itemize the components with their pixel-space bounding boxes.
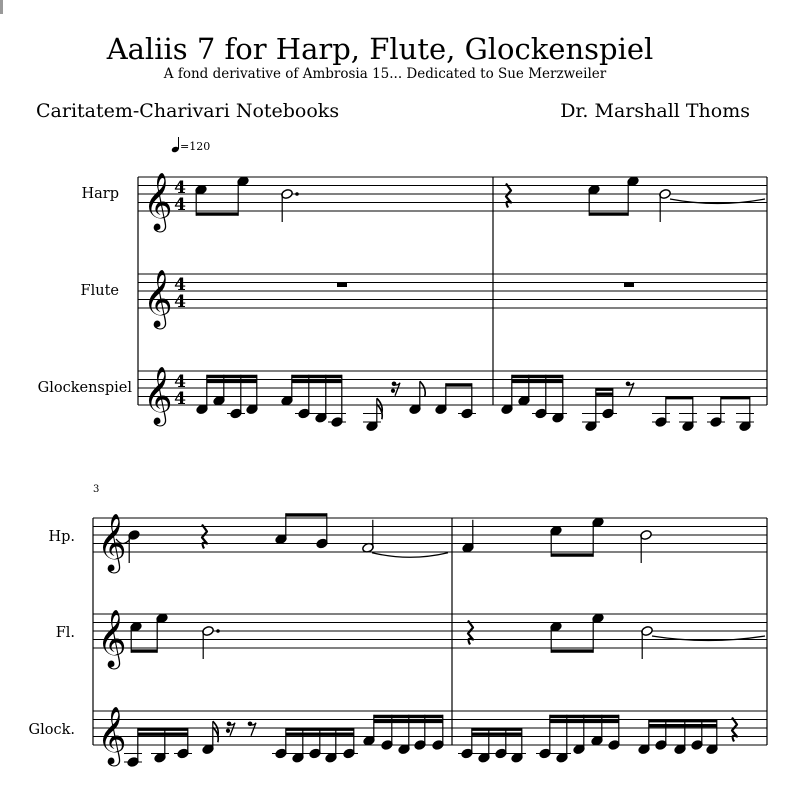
sixteenth-rest-icon xyxy=(391,389,395,393)
note-beam xyxy=(721,396,750,399)
instrument-name-glock: Glock. xyxy=(28,722,75,738)
note-beam xyxy=(207,375,257,378)
treble-clef-icon: 𝄞 xyxy=(97,609,127,667)
treble-clef-icon: 𝄞 xyxy=(97,513,127,571)
note-beam xyxy=(286,733,354,736)
whole-rest-icon xyxy=(624,283,634,288)
time-signature-top: 4 xyxy=(174,275,186,295)
note-flag xyxy=(420,381,425,396)
tie-arc xyxy=(372,553,448,558)
sixteenth-rest-icon xyxy=(226,729,230,733)
staff xyxy=(138,274,767,308)
eighth-rest-icon xyxy=(229,723,235,736)
instrument-name-flute: Flute xyxy=(80,283,119,299)
eighth-rest-icon xyxy=(394,383,400,396)
note-beam xyxy=(472,733,522,736)
note-beam xyxy=(286,513,327,516)
treble-clef-icon: 𝄞 xyxy=(143,269,173,327)
staff xyxy=(138,177,767,211)
treble-clef-icon: 𝄞 xyxy=(143,366,173,424)
time-signature-bottom: 4 xyxy=(174,292,186,312)
note-beam xyxy=(138,733,188,736)
note-beam xyxy=(292,375,342,378)
eighth-rest-icon xyxy=(628,383,634,396)
dot-icon xyxy=(216,629,220,633)
staff xyxy=(93,518,767,552)
whole-rest-icon xyxy=(337,283,347,288)
note-beam xyxy=(292,380,342,383)
note-beam xyxy=(374,715,443,718)
note-beam xyxy=(138,728,188,731)
measure-number: 3 xyxy=(93,484,100,495)
note-beam xyxy=(666,396,693,399)
dot-icon xyxy=(295,192,299,196)
note-beam xyxy=(374,720,443,723)
note-beam xyxy=(649,719,717,722)
time-signature-top: 4 xyxy=(174,178,186,198)
note-beam xyxy=(589,212,628,215)
staff xyxy=(93,614,767,648)
treble-clef-icon: 𝄞 xyxy=(97,706,127,764)
note-beam xyxy=(446,383,472,386)
publisher-label: Caritatem-Charivari Notebooks xyxy=(36,100,340,122)
note-beam xyxy=(596,393,613,396)
time-signature-bottom: 4 xyxy=(174,195,186,215)
note-beam xyxy=(550,715,619,718)
note-beam xyxy=(596,388,613,391)
quarter-rest-icon xyxy=(468,621,473,645)
instrument-name-harp: Harp xyxy=(81,186,119,202)
instrument-name-glockenspiel: Glockenspiel xyxy=(37,380,132,396)
note-beam xyxy=(551,649,593,652)
note-beam xyxy=(131,649,157,652)
note-beam xyxy=(472,728,522,731)
note-beam xyxy=(512,380,563,383)
time-signature-bottom: 4 xyxy=(174,389,186,409)
eighth-rest-icon xyxy=(250,723,256,736)
instrument-name-fl: Fl. xyxy=(55,625,75,641)
time-signature-top: 4 xyxy=(174,372,186,392)
note-beam xyxy=(196,212,238,215)
note-beam xyxy=(550,720,619,723)
quarter-rest-icon xyxy=(732,718,737,742)
quarter-rest-icon xyxy=(506,184,511,208)
note-beam xyxy=(207,380,257,383)
composer-label: Dr. Marshall Thoms xyxy=(560,100,750,122)
note-beam xyxy=(649,724,717,727)
note-beam xyxy=(551,553,593,556)
score-subtitle: A fond derivative of Ambrosia 15... Dedicated to Sue Merzweiler xyxy=(163,66,607,82)
tempo-value: =120 xyxy=(180,140,211,153)
note-beam xyxy=(512,375,563,378)
instrument-name-hp: Hp. xyxy=(48,529,75,545)
note-beam xyxy=(286,728,354,731)
treble-clef-icon: 𝄞 xyxy=(143,172,173,230)
quarter-rest-icon xyxy=(202,525,207,549)
score-title: Aaliis 7 for Harp, Flute, Glockenspiel xyxy=(106,32,654,66)
